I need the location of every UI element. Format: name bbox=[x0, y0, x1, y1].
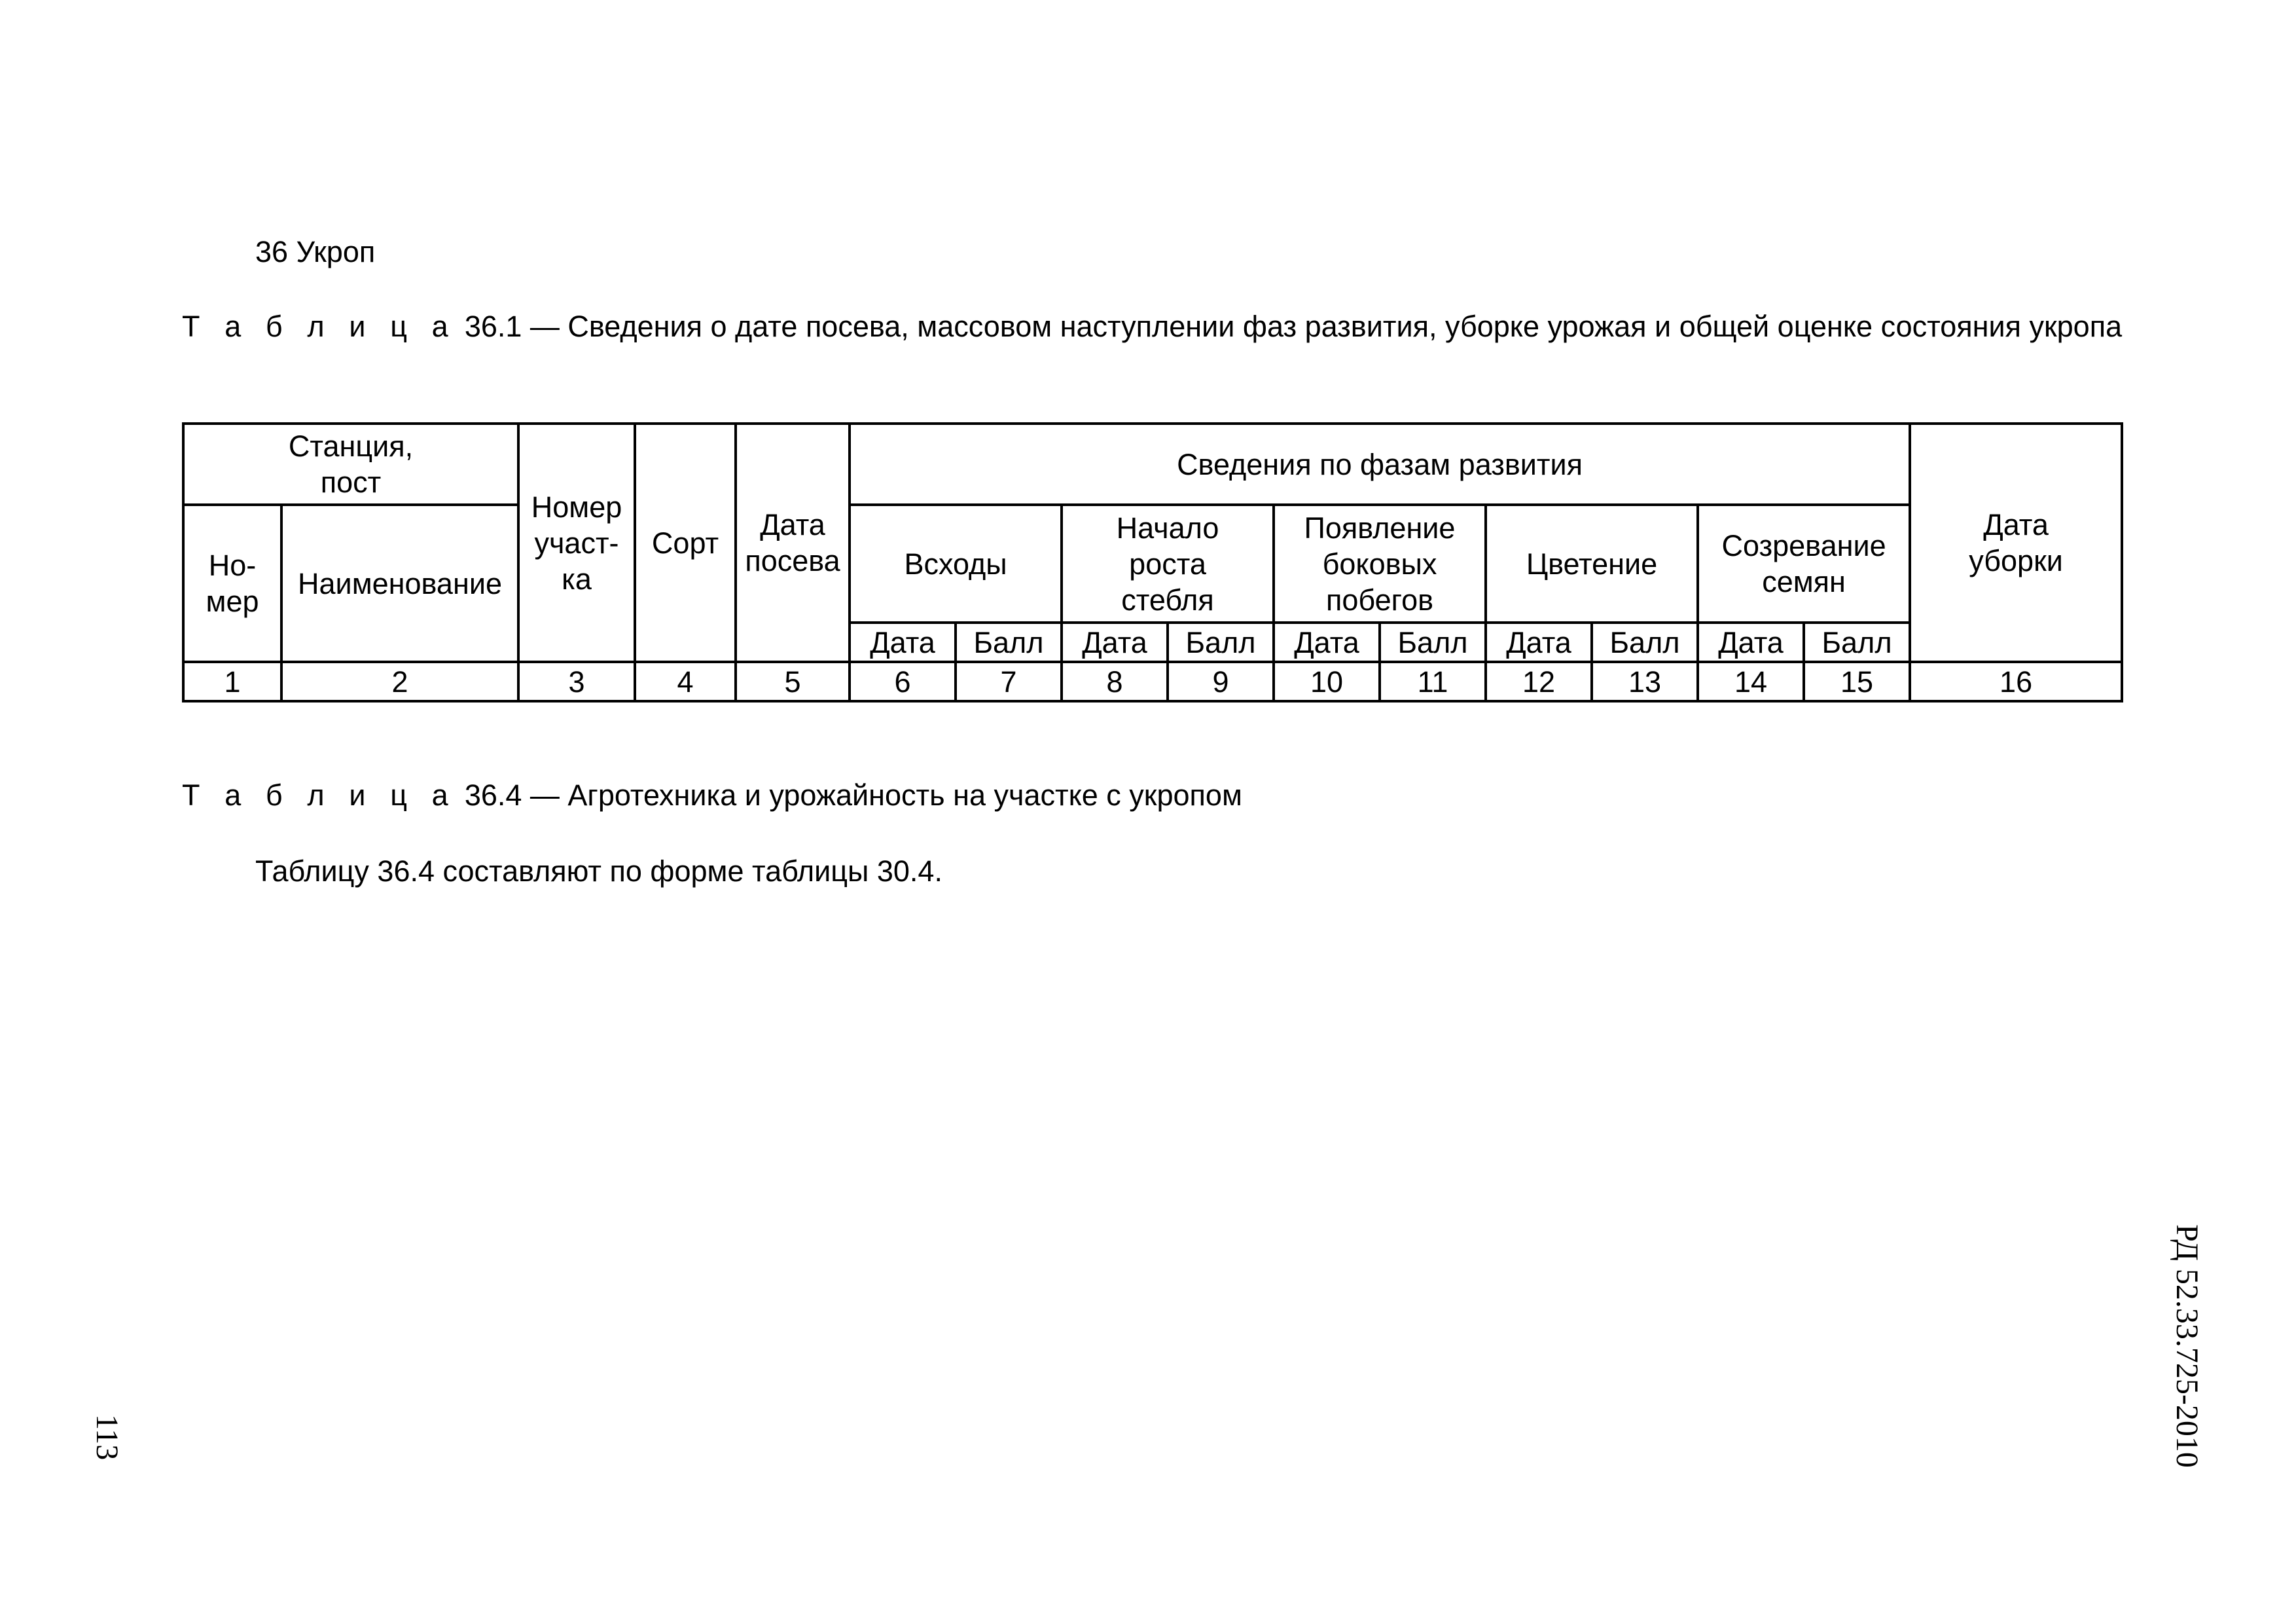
column-number-cell: 10 bbox=[1274, 662, 1380, 701]
header-harvest-date-line: уборки bbox=[1969, 544, 2063, 577]
subheader-date: Дата bbox=[1274, 623, 1380, 662]
column-number-cell: 2 bbox=[281, 662, 518, 701]
phase-label-line: Цветение bbox=[1526, 547, 1658, 581]
phase-label-line: боковых bbox=[1322, 547, 1437, 581]
header-plot-number-line: участ- bbox=[534, 526, 619, 560]
header-phase-flowering bbox=[1486, 505, 1698, 623]
column-number-cell: 13 bbox=[1592, 662, 1698, 701]
header-name: Наименование bbox=[281, 505, 518, 662]
header-number bbox=[183, 505, 281, 662]
header-number-line: Но- bbox=[208, 549, 257, 582]
column-number-cell: 1 bbox=[183, 662, 281, 701]
phase-label-line: побегов bbox=[1325, 583, 1434, 617]
header-sowing-date-line: посева bbox=[745, 544, 840, 577]
caption-prefix: Т а б л и ц а bbox=[182, 778, 457, 812]
column-number-cell: 5 bbox=[736, 662, 850, 701]
column-number-cell: 4 bbox=[635, 662, 736, 701]
table-36-1-caption bbox=[182, 308, 2145, 346]
document-code: РД 52.33.725-2010 bbox=[2170, 1224, 2204, 1468]
header-number-line: мер bbox=[206, 585, 259, 618]
phase-label-line: семян bbox=[1762, 565, 1846, 598]
page-number: 113 bbox=[90, 1414, 124, 1461]
header-phase-emergence bbox=[850, 505, 1062, 623]
header-harvest-date-line: Дата bbox=[1983, 508, 2049, 541]
column-number-cell: 11 bbox=[1380, 662, 1486, 701]
column-number-cell: 15 bbox=[1804, 662, 1910, 701]
header-sowing-date-line: Дата bbox=[760, 508, 825, 541]
header-variety: Сорт bbox=[635, 424, 736, 662]
column-number-cell: 12 bbox=[1486, 662, 1592, 701]
phase-label-line: Начало bbox=[1116, 511, 1219, 545]
header-sowing-date bbox=[736, 424, 850, 662]
header-phase-side-shoots bbox=[1274, 505, 1486, 623]
subheader-score: Балл bbox=[1168, 623, 1274, 662]
column-number-cell: 7 bbox=[956, 662, 1062, 701]
section-heading: 36 Укроп bbox=[255, 235, 376, 268]
header-phase-seed-ripening bbox=[1698, 505, 1910, 623]
phase-label-line: Созревание bbox=[1721, 529, 1886, 562]
phase-label-line: стебля bbox=[1121, 583, 1214, 617]
column-number-cell: 16 bbox=[1910, 662, 2122, 701]
header-plot-number bbox=[518, 424, 635, 662]
header-plot-number-line: Номер bbox=[531, 490, 622, 524]
header-station bbox=[183, 424, 518, 505]
header-phases-group: Сведения по фазам развития bbox=[850, 424, 1910, 505]
subheader-score: Балл bbox=[1804, 623, 1910, 662]
column-number-cell: 3 bbox=[518, 662, 635, 701]
column-number-cell: 14 bbox=[1698, 662, 1804, 701]
table-36-4-note: Таблицу 36.4 составляют по форме таблицы 30.4. bbox=[255, 854, 942, 888]
phase-label-line: роста bbox=[1129, 547, 1206, 581]
subheader-date: Дата bbox=[1062, 623, 1168, 662]
column-number-cell: 6 bbox=[850, 662, 956, 701]
subheader-score: Балл bbox=[956, 623, 1062, 662]
caption-text: 36.4 — Агротехника и урожайность на участке с укропом bbox=[456, 778, 1242, 812]
column-number-cell: 9 bbox=[1168, 662, 1274, 701]
subheader-date: Дата bbox=[1698, 623, 1804, 662]
phase-label-line: Всходы bbox=[904, 547, 1007, 581]
caption-prefix: Т а б л и ц а bbox=[182, 310, 457, 343]
table-36-1 bbox=[182, 422, 2123, 702]
phase-label-line: Появление bbox=[1304, 511, 1456, 545]
header-phase-stem-growth bbox=[1062, 505, 1274, 623]
table-36-4-caption bbox=[182, 776, 1242, 814]
header-station-line: Станция, bbox=[288, 429, 414, 463]
subheader-date: Дата bbox=[850, 623, 956, 662]
header-station-line: пост bbox=[320, 465, 382, 499]
subheader-score: Балл bbox=[1592, 623, 1698, 662]
subheader-score: Балл bbox=[1380, 623, 1486, 662]
caption-text: 36.1 — Сведения о дате посева, массовом наступлении фаз развития, уборке урожая и общей оценке состояния укропа bbox=[456, 310, 2123, 343]
header-harvest-date bbox=[1910, 424, 2122, 662]
column-number-cell: 8 bbox=[1062, 662, 1168, 701]
header-plot-number-line: ка bbox=[562, 562, 592, 596]
subheader-date: Дата bbox=[1486, 623, 1592, 662]
